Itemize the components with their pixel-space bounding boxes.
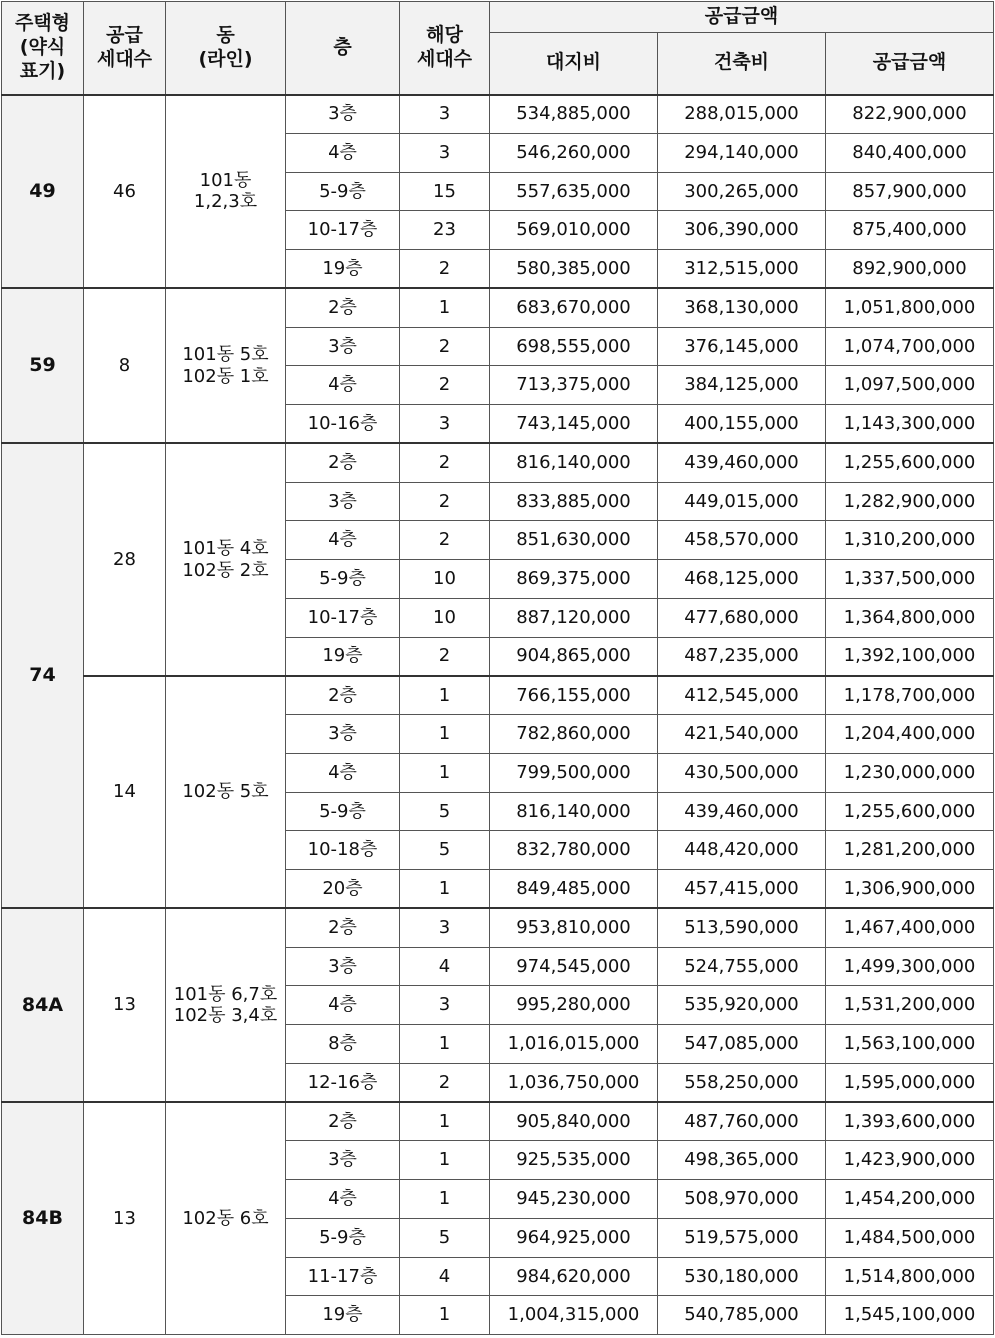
building-cost-cell: 530,180,000: [658, 1257, 826, 1296]
land-cost-cell: 851,630,000: [490, 521, 658, 560]
building-cost-cell: 477,680,000: [658, 598, 826, 637]
building-cost-cell: 288,015,000: [658, 95, 826, 134]
total-amount-cell: 1,097,500,000: [826, 366, 994, 405]
building-cost-cell: 439,460,000: [658, 443, 826, 482]
floor-cell: 20층: [286, 870, 400, 909]
land-cost-cell: 698,555,000: [490, 327, 658, 366]
unit-count-cell: 2: [400, 482, 490, 521]
floor-cell: 2층: [286, 676, 400, 715]
header-supply-units: 공급 세대수: [84, 2, 166, 95]
unit-count-cell: 1: [400, 753, 490, 792]
floor-cell: 2층: [286, 908, 400, 947]
unit-count-cell: 1: [400, 1180, 490, 1219]
floor-cell: 10-18층: [286, 831, 400, 870]
total-amount-cell: 1,595,000,000: [826, 1063, 994, 1102]
unit-count-cell: 2: [400, 327, 490, 366]
header-land-cost: 대지비: [490, 33, 658, 95]
building-cost-cell: 458,570,000: [658, 521, 826, 560]
building-cost-cell: 487,760,000: [658, 1102, 826, 1141]
building-cost-cell: 513,590,000: [658, 908, 826, 947]
dong-line-cell: 101동 4호 102동 2호: [166, 443, 286, 676]
total-amount-cell: 1,531,200,000: [826, 986, 994, 1025]
building-cost-cell: 421,540,000: [658, 715, 826, 754]
header-dong-line: 동 (라인): [166, 2, 286, 95]
unit-count-cell: 2: [400, 366, 490, 405]
housing-type-cell: 49: [2, 95, 84, 289]
floor-cell: 4층: [286, 986, 400, 1025]
table-body: [2, 95, 994, 1335]
floor-cell: 10-16층: [286, 405, 400, 444]
dong-line-cell: 102동 6호: [166, 1102, 286, 1335]
total-amount-cell: 1,364,800,000: [826, 598, 994, 637]
building-cost-cell: 312,515,000: [658, 250, 826, 289]
header-housing-type: 주택형 (약식 표기): [2, 2, 84, 95]
land-cost-cell: 799,500,000: [490, 753, 658, 792]
unit-count-cell: 23: [400, 211, 490, 250]
land-cost-cell: 816,140,000: [490, 443, 658, 482]
building-cost-cell: 487,235,000: [658, 637, 826, 676]
table-row: [2, 95, 994, 134]
total-amount-cell: 1,143,300,000: [826, 405, 994, 444]
total-amount-cell: 857,900,000: [826, 172, 994, 211]
floor-cell: 11-17층: [286, 1257, 400, 1296]
building-cost-cell: 368,130,000: [658, 288, 826, 327]
floor-cell: 19층: [286, 637, 400, 676]
building-cost-cell: 524,755,000: [658, 947, 826, 986]
supply-units-cell: 46: [84, 95, 166, 289]
building-cost-cell: 384,125,000: [658, 366, 826, 405]
total-amount-cell: 1,255,600,000: [826, 443, 994, 482]
housing-type-cell: 84B: [2, 1102, 84, 1335]
land-cost-cell: 925,535,000: [490, 1141, 658, 1180]
total-amount-cell: 822,900,000: [826, 95, 994, 134]
dong-line-cell: 101동 5호 102동 1호: [166, 288, 286, 443]
building-cost-cell: 498,365,000: [658, 1141, 826, 1180]
building-cost-cell: 376,145,000: [658, 327, 826, 366]
unit-count-cell: 1: [400, 870, 490, 909]
land-cost-cell: 849,485,000: [490, 870, 658, 909]
unit-count-cell: 3: [400, 95, 490, 134]
building-cost-cell: 430,500,000: [658, 753, 826, 792]
supply-units-cell: 13: [84, 1102, 166, 1335]
total-amount-cell: 1,392,100,000: [826, 637, 994, 676]
total-amount-cell: 1,230,000,000: [826, 753, 994, 792]
building-cost-cell: 439,460,000: [658, 792, 826, 831]
floor-cell: 5-9층: [286, 792, 400, 831]
unit-count-cell: 10: [400, 598, 490, 637]
total-amount-cell: 1,484,500,000: [826, 1218, 994, 1257]
total-amount-cell: 1,282,900,000: [826, 482, 994, 521]
total-amount-cell: 1,467,400,000: [826, 908, 994, 947]
total-amount-cell: 1,337,500,000: [826, 560, 994, 599]
dong-line-cell: 102동 5호: [166, 676, 286, 909]
land-cost-cell: 945,230,000: [490, 1180, 658, 1219]
building-cost-cell: 457,415,000: [658, 870, 826, 909]
floor-cell: 5-9층: [286, 1218, 400, 1257]
building-cost-cell: 306,390,000: [658, 211, 826, 250]
unit-count-cell: 3: [400, 986, 490, 1025]
floor-cell: 5-9층: [286, 172, 400, 211]
land-cost-cell: 713,375,000: [490, 366, 658, 405]
land-cost-cell: 1,004,315,000: [490, 1296, 658, 1335]
floor-cell: 10-17층: [286, 211, 400, 250]
header-supply-amount: 공급금액: [490, 2, 994, 33]
building-cost-cell: 558,250,000: [658, 1063, 826, 1102]
land-cost-cell: 905,840,000: [490, 1102, 658, 1141]
building-cost-cell: 400,155,000: [658, 405, 826, 444]
total-amount-cell: 1,051,800,000: [826, 288, 994, 327]
table-row: [2, 1102, 994, 1141]
unit-count-cell: 2: [400, 1063, 490, 1102]
total-amount-cell: 875,400,000: [826, 211, 994, 250]
unit-count-cell: 4: [400, 947, 490, 986]
land-cost-cell: 1,016,015,000: [490, 1025, 658, 1064]
total-amount-cell: 1,499,300,000: [826, 947, 994, 986]
land-cost-cell: 743,145,000: [490, 405, 658, 444]
total-amount-cell: 1,454,200,000: [826, 1180, 994, 1219]
land-cost-cell: 782,860,000: [490, 715, 658, 754]
total-amount-cell: 1,074,700,000: [826, 327, 994, 366]
building-cost-cell: 294,140,000: [658, 133, 826, 172]
table-row: [2, 443, 994, 482]
housing-type-cell: 59: [2, 288, 84, 443]
header-total-amount: 공급금액: [826, 33, 994, 95]
total-amount-cell: 1,281,200,000: [826, 831, 994, 870]
building-cost-cell: 508,970,000: [658, 1180, 826, 1219]
unit-count-cell: 2: [400, 637, 490, 676]
land-cost-cell: 984,620,000: [490, 1257, 658, 1296]
building-cost-cell: 547,085,000: [658, 1025, 826, 1064]
floor-cell: 19층: [286, 250, 400, 289]
unit-count-cell: 1: [400, 1141, 490, 1180]
total-amount-cell: 1,563,100,000: [826, 1025, 994, 1064]
unit-count-cell: 5: [400, 831, 490, 870]
floor-cell: 2층: [286, 288, 400, 327]
table-row: [2, 676, 994, 715]
supply-price-table: [1, 1, 994, 1335]
floor-cell: 5-9층: [286, 560, 400, 599]
land-cost-cell: 816,140,000: [490, 792, 658, 831]
unit-count-cell: 5: [400, 792, 490, 831]
floor-cell: 3층: [286, 95, 400, 134]
unit-count-cell: 2: [400, 521, 490, 560]
total-amount-cell: 840,400,000: [826, 133, 994, 172]
total-amount-cell: 1,310,200,000: [826, 521, 994, 560]
building-cost-cell: 535,920,000: [658, 986, 826, 1025]
floor-cell: 8층: [286, 1025, 400, 1064]
building-cost-cell: 519,575,000: [658, 1218, 826, 1257]
unit-count-cell: 1: [400, 1025, 490, 1064]
supply-units-cell: 13: [84, 908, 166, 1102]
total-amount-cell: 1,204,400,000: [826, 715, 994, 754]
land-cost-cell: 974,545,000: [490, 947, 658, 986]
floor-cell: 3층: [286, 327, 400, 366]
land-cost-cell: 904,865,000: [490, 637, 658, 676]
supply-units-cell: 14: [84, 676, 166, 909]
table-row: [2, 288, 994, 327]
land-cost-cell: 964,925,000: [490, 1218, 658, 1257]
table-header: [2, 2, 994, 95]
floor-cell: 3층: [286, 1141, 400, 1180]
building-cost-cell: 300,265,000: [658, 172, 826, 211]
unit-count-cell: 4: [400, 1257, 490, 1296]
total-amount-cell: 1,545,100,000: [826, 1296, 994, 1335]
land-cost-cell: 683,670,000: [490, 288, 658, 327]
floor-cell: 2층: [286, 1102, 400, 1141]
floor-cell: 4층: [286, 753, 400, 792]
floor-cell: 2층: [286, 443, 400, 482]
unit-count-cell: 1: [400, 676, 490, 715]
land-cost-cell: 995,280,000: [490, 986, 658, 1025]
unit-count-cell: 15: [400, 172, 490, 211]
land-cost-cell: 1,036,750,000: [490, 1063, 658, 1102]
unit-count-cell: 1: [400, 1102, 490, 1141]
unit-count-cell: 1: [400, 1296, 490, 1335]
building-cost-cell: 449,015,000: [658, 482, 826, 521]
land-cost-cell: 580,385,000: [490, 250, 658, 289]
unit-count-cell: 3: [400, 908, 490, 947]
dong-line-cell: 101동 1,2,3호: [166, 95, 286, 289]
land-cost-cell: 833,885,000: [490, 482, 658, 521]
land-cost-cell: 869,375,000: [490, 560, 658, 599]
total-amount-cell: 1,178,700,000: [826, 676, 994, 715]
unit-count-cell: 2: [400, 250, 490, 289]
building-cost-cell: 412,545,000: [658, 676, 826, 715]
floor-cell: 4층: [286, 521, 400, 560]
total-amount-cell: 1,423,900,000: [826, 1141, 994, 1180]
header-units: 해당 세대수: [400, 2, 490, 95]
floor-cell: 4층: [286, 133, 400, 172]
table-row: [2, 908, 994, 947]
land-cost-cell: 953,810,000: [490, 908, 658, 947]
header-building-cost: 건축비: [658, 33, 826, 95]
land-cost-cell: 887,120,000: [490, 598, 658, 637]
unit-count-cell: 5: [400, 1218, 490, 1257]
floor-cell: 3층: [286, 482, 400, 521]
unit-count-cell: 3: [400, 405, 490, 444]
housing-type-cell: 74: [2, 443, 84, 908]
land-cost-cell: 569,010,000: [490, 211, 658, 250]
unit-count-cell: 2: [400, 443, 490, 482]
unit-count-cell: 10: [400, 560, 490, 599]
floor-cell: 4층: [286, 1180, 400, 1219]
land-cost-cell: 557,635,000: [490, 172, 658, 211]
floor-cell: 3층: [286, 947, 400, 986]
supply-units-cell: 8: [84, 288, 166, 443]
land-cost-cell: 832,780,000: [490, 831, 658, 870]
land-cost-cell: 534,885,000: [490, 95, 658, 134]
header-floor: 층: [286, 2, 400, 95]
building-cost-cell: 468,125,000: [658, 560, 826, 599]
floor-cell: 12-16층: [286, 1063, 400, 1102]
floor-cell: 10-17층: [286, 598, 400, 637]
building-cost-cell: 540,785,000: [658, 1296, 826, 1335]
floor-cell: 19층: [286, 1296, 400, 1335]
land-cost-cell: 766,155,000: [490, 676, 658, 715]
land-cost-cell: 546,260,000: [490, 133, 658, 172]
total-amount-cell: 1,255,600,000: [826, 792, 994, 831]
unit-count-cell: 1: [400, 288, 490, 327]
dong-line-cell: 101동 6,7호 102동 3,4호: [166, 908, 286, 1102]
building-cost-cell: 448,420,000: [658, 831, 826, 870]
supply-units-cell: 28: [84, 443, 166, 676]
total-amount-cell: 1,306,900,000: [826, 870, 994, 909]
total-amount-cell: 1,393,600,000: [826, 1102, 994, 1141]
housing-type-cell: 84A: [2, 908, 84, 1102]
total-amount-cell: 1,514,800,000: [826, 1257, 994, 1296]
floor-cell: 4층: [286, 366, 400, 405]
floor-cell: 3층: [286, 715, 400, 754]
total-amount-cell: 892,900,000: [826, 250, 994, 289]
unit-count-cell: 1: [400, 715, 490, 754]
unit-count-cell: 3: [400, 133, 490, 172]
